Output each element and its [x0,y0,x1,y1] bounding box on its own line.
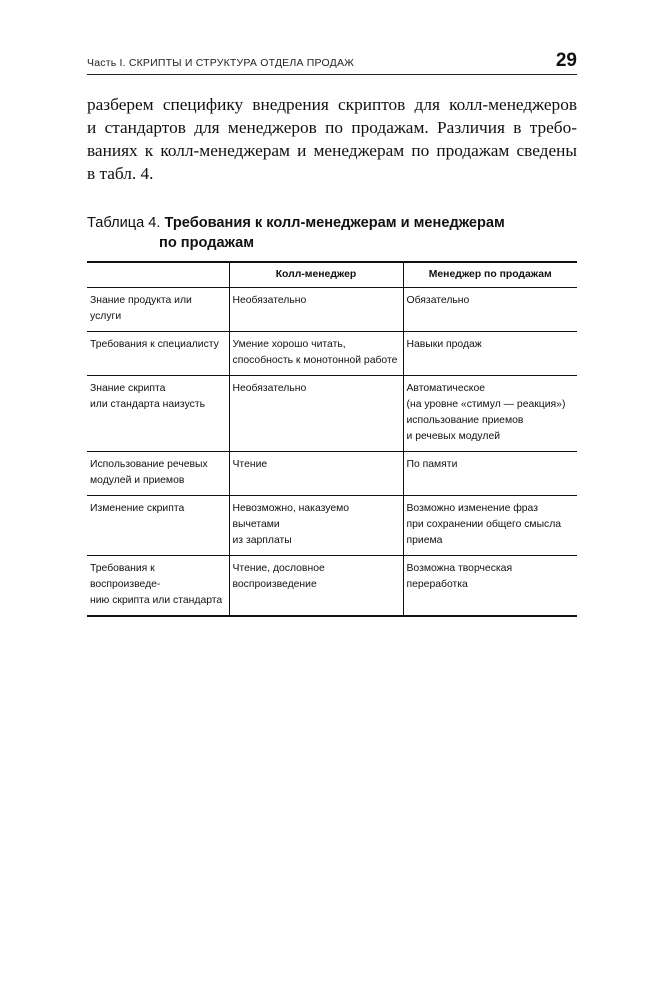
running-header [87,52,577,75]
table-row [87,452,577,496]
column-header-call-manager: Колл-менеджер [229,262,403,288]
table-cell [87,496,229,556]
table-cell [229,452,403,496]
table-caption [87,213,577,253]
table-cell-text: Навыки продаж [406,339,482,350]
table-row [87,496,577,556]
body-line: ваниях к колл-менеджерам и менеджерам по продажам сведены [87,141,577,160]
table-cell [403,376,577,452]
table-cell-text: Необязательно [232,383,307,394]
table-cell-text: Возможна творческая переработка [406,563,513,590]
table-cell [403,288,577,332]
table-cell-text: Знание продукта или услуги [90,295,192,322]
table-cell-text: Необязательно [232,295,307,306]
table-cell [403,556,577,617]
table-cell [229,376,403,452]
table-cell-text: Знание скрипта или стандарта наизусть [90,383,206,410]
table-cell-text: Чтение [232,459,268,470]
table-cell-text: По памяти [406,459,458,470]
table-body [87,288,577,617]
table-header-row [87,262,577,288]
table-cell [229,496,403,556]
table-cell-text: Чтение, дословное воспроизведение [232,563,325,590]
table-cell [403,332,577,376]
body-line: разберем специфику внедрения скриптов для колл-менеджеров [87,95,577,114]
table-row [87,332,577,376]
body-line: и стандартов для менеджеров по продажам. Различия в требо- [87,118,577,137]
table-cell [229,556,403,617]
table-caption-title: Требования к колл-менеджерам и менеджерам [164,215,505,231]
table-cell-text: Использование речевых модулей и приемов [90,459,208,486]
table-row [87,376,577,452]
table-cell-text: Требования к воспроизведе- нию скрипта или стандарта [90,563,223,606]
table-cell-text: Изменение скрипта [90,503,185,514]
body-line: в табл. 4. [87,164,154,183]
table-cell-text: Невозможно, наказуемо вычетами из зарплаты [232,503,350,546]
table-cell [87,452,229,496]
table-cell [229,288,403,332]
table-caption-title-continued: по продажам [159,235,255,251]
table-caption-label: Таблица 4. [87,215,161,231]
column-header [87,262,229,288]
table-cell [229,332,403,376]
table-cell-text: Возможно изменение фраз при сохранении общего смысла приема [406,503,562,546]
body-paragraph [87,93,577,185]
page-number: 29 [555,50,577,71]
table-cell [87,288,229,332]
table-cell [403,452,577,496]
table-cell-text: Умение хорошо читать, способность к монотонной работе [232,339,398,366]
table-row [87,556,577,617]
table-cell-text: Требования к специалисту [90,339,219,350]
requirements-table [87,261,577,617]
table-cell [87,376,229,452]
table-cell [403,496,577,556]
table-row [87,288,577,332]
running-title: Часть I. СКРИПТЫ И СТРУКТУРА ОТДЕЛА ПРОДАЖ [87,57,355,69]
table-cell [87,332,229,376]
column-header-sales-manager: Менеджер по продажам [403,262,577,288]
table-cell-text: Обязательно [406,295,470,306]
table-cell [87,556,229,617]
table-cell-text: Автоматическое (на уровне «стимул — реакция») использование приемов и речевых модулей [406,383,566,442]
